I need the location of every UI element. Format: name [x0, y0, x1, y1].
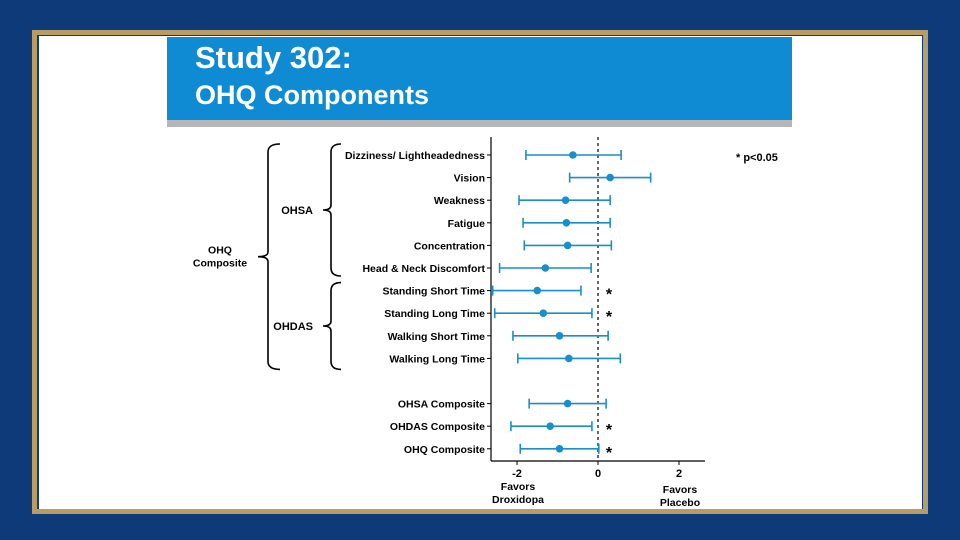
slide-title: Study 302:	[195, 40, 352, 75]
x-tick-label: -2	[512, 468, 522, 480]
group-label-ohsa: OHSA	[281, 205, 313, 217]
slide-subtitle: OHQ Components	[195, 80, 429, 110]
significance-note: * p<0.05	[736, 152, 778, 164]
x-tick-label: 0	[594, 468, 602, 480]
row-label: Walking Long Time	[389, 353, 485, 366]
row-label: Vision	[453, 172, 485, 185]
row-label: OHDAS Composite	[389, 421, 485, 434]
point-estimate	[533, 287, 541, 295]
group-label-ohdas: OHDAS	[273, 321, 313, 333]
point-estimate	[556, 445, 564, 453]
row-label: Concentration	[413, 240, 485, 253]
row-label: Standing Short Time	[382, 285, 485, 298]
significance-star: *	[605, 444, 613, 462]
group-label-ohq-composite: OHQ	[208, 244, 232, 257]
point-estimate	[546, 422, 554, 430]
significance-star: *	[605, 422, 613, 440]
row-label: Weakness	[433, 195, 485, 208]
row-label: Fatigue	[447, 217, 485, 230]
x-caption-left: Favors	[500, 481, 536, 493]
row-label: Standing Long Time	[384, 308, 485, 321]
point-estimate	[569, 151, 577, 159]
point-estimate	[564, 400, 572, 408]
point-estimate	[562, 196, 570, 204]
row-label: Head & Neck Discomfort	[362, 263, 485, 275]
significance-star: *	[605, 286, 613, 304]
bracket-ohq-composite	[258, 144, 280, 369]
point-estimate	[563, 219, 571, 227]
significance-star: *	[605, 309, 613, 327]
x-caption-right: Placebo	[659, 497, 701, 509]
row-label: OHSA Composite	[397, 398, 485, 411]
row-label: OHQ Composite	[403, 443, 485, 456]
group-label-ohq-composite: Composite	[192, 257, 248, 270]
point-estimate	[606, 174, 614, 182]
x-tick-label: 2	[675, 468, 683, 480]
x-caption-right: Favors	[662, 484, 698, 496]
bracket-ohdas	[323, 283, 341, 370]
point-estimate	[565, 355, 573, 363]
x-caption-left: Droxidopa	[492, 494, 544, 506]
row-label: Walking Short Time	[387, 330, 485, 343]
bracket-ohsa	[323, 144, 341, 276]
row-label: Dizziness/ Lightheadedness	[344, 150, 485, 162]
point-estimate	[540, 309, 548, 317]
point-estimate	[542, 264, 550, 272]
point-estimate	[556, 332, 564, 340]
point-estimate	[564, 242, 572, 250]
